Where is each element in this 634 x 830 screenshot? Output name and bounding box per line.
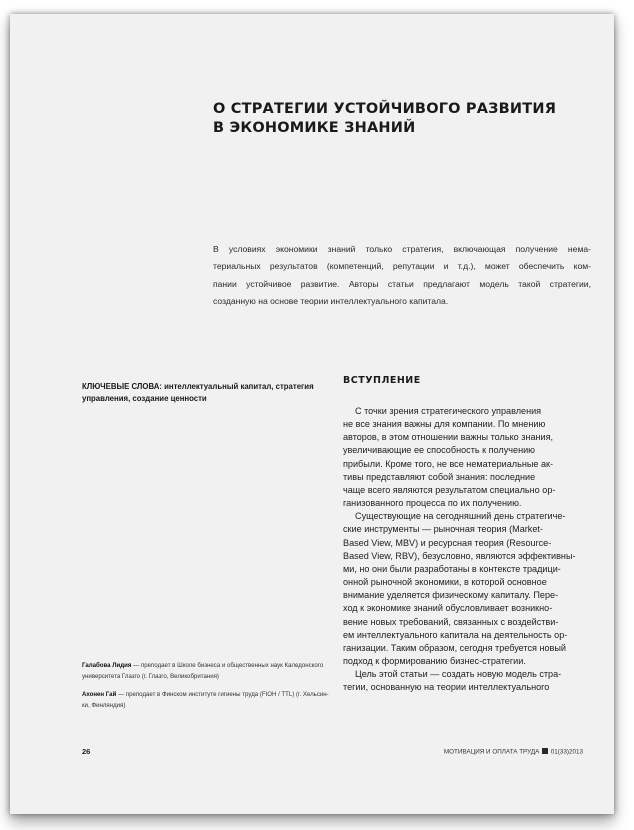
journal-name: МОТИВАЦИЯ И ОПЛАТА ТРУДА [443, 748, 540, 756]
body-line: авторов, в этом отношении важны только знания, [343, 432, 554, 443]
abstract-line: териальных результатов (компетенций, репутации и т.д.), может обеспечить ком- [213, 261, 591, 272]
author-name: Галабова Лидия [82, 662, 132, 669]
body-line: прибыли. Кроме того, не все нематериальные ак- [343, 458, 554, 469]
abstract-line: пании устойчивое развитие. Авторы статьи предлагают модель такой стратегии, [213, 278, 591, 289]
body-line: не все знания важны для компании. По мнению [343, 419, 546, 430]
abstract-line: созданную на основе теории интеллектуального капитала. [213, 295, 449, 306]
article-abstract [213, 241, 591, 310]
square-bullet-icon [542, 748, 548, 754]
body-line: вение новых требований, связанных с воздействи- [343, 616, 559, 627]
running-footer [444, 748, 583, 756]
body-line: ми, но они были разработаны в контексте традици- [343, 563, 561, 574]
body-line: Цель этой статьи — создать новую модель стра- [355, 669, 562, 680]
body-line: подход к формированию бизнес-стратегии. [343, 655, 526, 666]
section-heading: ВСТУПЛЕНИЕ [343, 375, 421, 386]
title-line: О СТРАТЕГИИ УСТОЙЧИВОГО РАЗВИТИЯ [213, 101, 557, 117]
body-line: тивы представляют собой знания: последние [343, 471, 536, 482]
title-line: В ЭКОНОМИКЕ ЗНАНИЙ [213, 120, 416, 136]
body-line: чаще всего являются результатом специально ор- [343, 484, 556, 495]
issue-number: 01(33)2013 [550, 748, 583, 756]
keywords [82, 381, 332, 405]
author-notes [82, 661, 332, 711]
author-affiliation-cont: ки, Финляндия) [82, 701, 126, 709]
author-affiliation: — преподает в Школе бизнеса и общественных наук Каледонского [131, 662, 324, 669]
author-note [82, 690, 332, 701]
body-line: увеличивающие ее способность к получению [343, 445, 535, 456]
article-title [213, 100, 593, 138]
body-line: ганизации. Таким образом, сегодня требуется новый [343, 642, 567, 653]
body-line: Based View, MBV) и ресурсная теория (Resource- [343, 537, 552, 548]
body-line: ход к экономике знаний обусловливает возникно- [343, 603, 553, 614]
body-line: Существующие на сегодняшний день стратегиче- [355, 511, 566, 522]
body-line: ем интеллектуального капитала на деятельность ор- [343, 629, 568, 640]
author-note [82, 661, 332, 672]
abstract-line: В условиях экономики знаний только стратегия, включающая получение нема- [213, 244, 591, 254]
body-line: Based View, RBV), безусловно, являются эффективны- [343, 550, 576, 561]
author-affiliation: — преподает в Финском институте гигиены труда (FIOH / TTL) (г. Хельсин- [116, 691, 329, 698]
keywords-line: управления, создание ценности [82, 394, 207, 403]
journal-page [10, 14, 614, 814]
body-line: тегии, основанную на теории интеллектуального [343, 682, 550, 693]
body-line: С точки зрения стратегического управления [355, 406, 542, 416]
page-number: 26 [82, 747, 91, 756]
body-line: онной рыночной экономики, в которой основное [343, 577, 547, 588]
author-name: Ахонен Гай [82, 691, 117, 698]
body-text [343, 405, 583, 694]
body-line: ганизованного процесса по их получению. [343, 498, 522, 509]
body-line: ские инструменты — рыночная теория (Market- [343, 524, 543, 535]
body-line: внимание уделяется физическому капиталу. Пере- [343, 590, 559, 601]
author-affiliation-cont: университета Глазго (г. Глазго, Великобритания) [82, 672, 219, 680]
keywords-line: КЛЮЧЕВЫЕ СЛОВА: интеллектуальный капитал, стратегия [82, 382, 314, 391]
